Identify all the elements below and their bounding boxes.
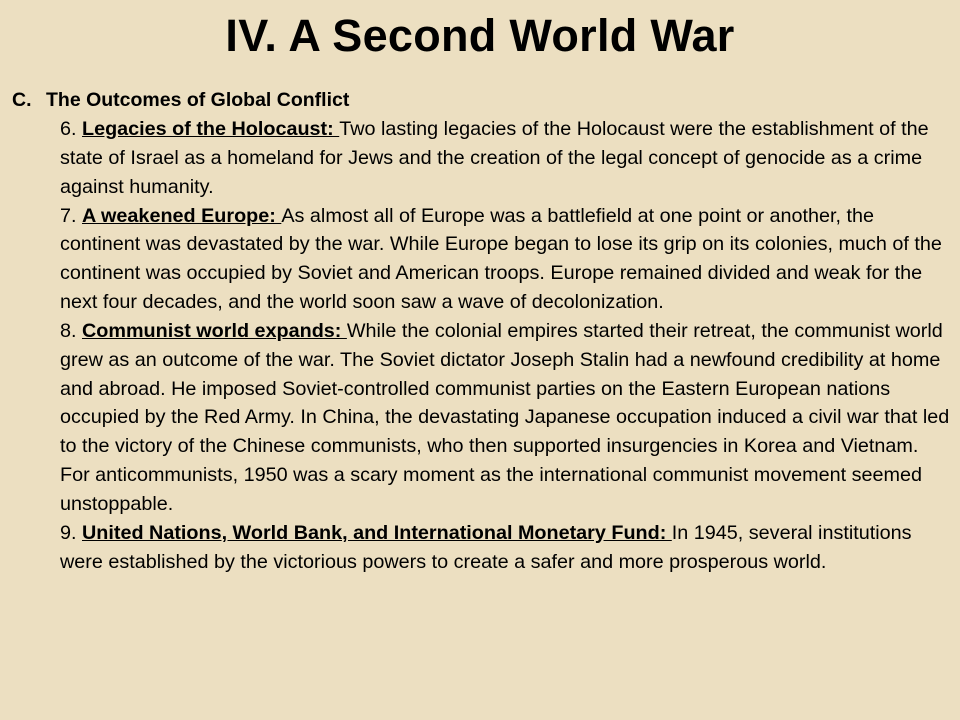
item-number: 7. <box>60 204 77 227</box>
list-item <box>60 519 952 577</box>
item-term: Legacies of the Holocaust: <box>82 118 340 140</box>
item-term: United Nations, World Bank, and International Monetary Fund: <box>82 521 672 544</box>
item-text: While the colonial empires started their retreat, the communist world grew as an outcome of the war. The Soviet dictator Joseph Stalin had a newfound credibility at home and abroad. He imposed Soviet-controlled communist parties on the Eastern European nations occupied by the Red Army. In China, the devastating Japanese occupation induced a civil war that led to the victory of the Chinese communists, who then supported insurgencies in Korea and Vietnam. For anticommunists, 1950 was a scary moment as the international communist movement seemed unstoppable. <box>60 319 950 515</box>
item-text: In 1945, several institutions were established by the victorious powers to create a safer and more prosperous world. <box>60 521 912 573</box>
list-item <box>60 115 952 202</box>
item-text: Two lasting legacies of the Holocaust were the establishment of the state of Israel as a homeland for Jews and the creation of the legal concept of genocide as a crime against humanity. <box>60 118 929 198</box>
list-item <box>60 317 952 519</box>
outcome-list <box>60 115 952 577</box>
item-number: 9. <box>60 521 77 544</box>
section-outcomes <box>12 86 952 577</box>
item-number: 8. <box>60 319 77 342</box>
section-letter: C. <box>12 89 32 111</box>
item-term: A weakened Europe: <box>82 204 282 227</box>
section-heading <box>12 86 952 115</box>
list-item <box>60 202 952 317</box>
section-heading-text: The Outcomes of Global Conflict <box>46 89 350 111</box>
item-number: 6. <box>60 118 77 140</box>
item-text: As almost all of Europe was a battlefield at one point or another, the continent was devastated by the war. While Europe began to lose its grip on its colonies, much of the continent was occupied by Soviet and American troops. Europe remained divided and weak for the next four decades, and the world soon saw a wave of decolonization. <box>60 204 942 314</box>
item-term: Communist world expands: <box>82 319 347 342</box>
slide-title: IV. A Second World War <box>225 10 735 61</box>
